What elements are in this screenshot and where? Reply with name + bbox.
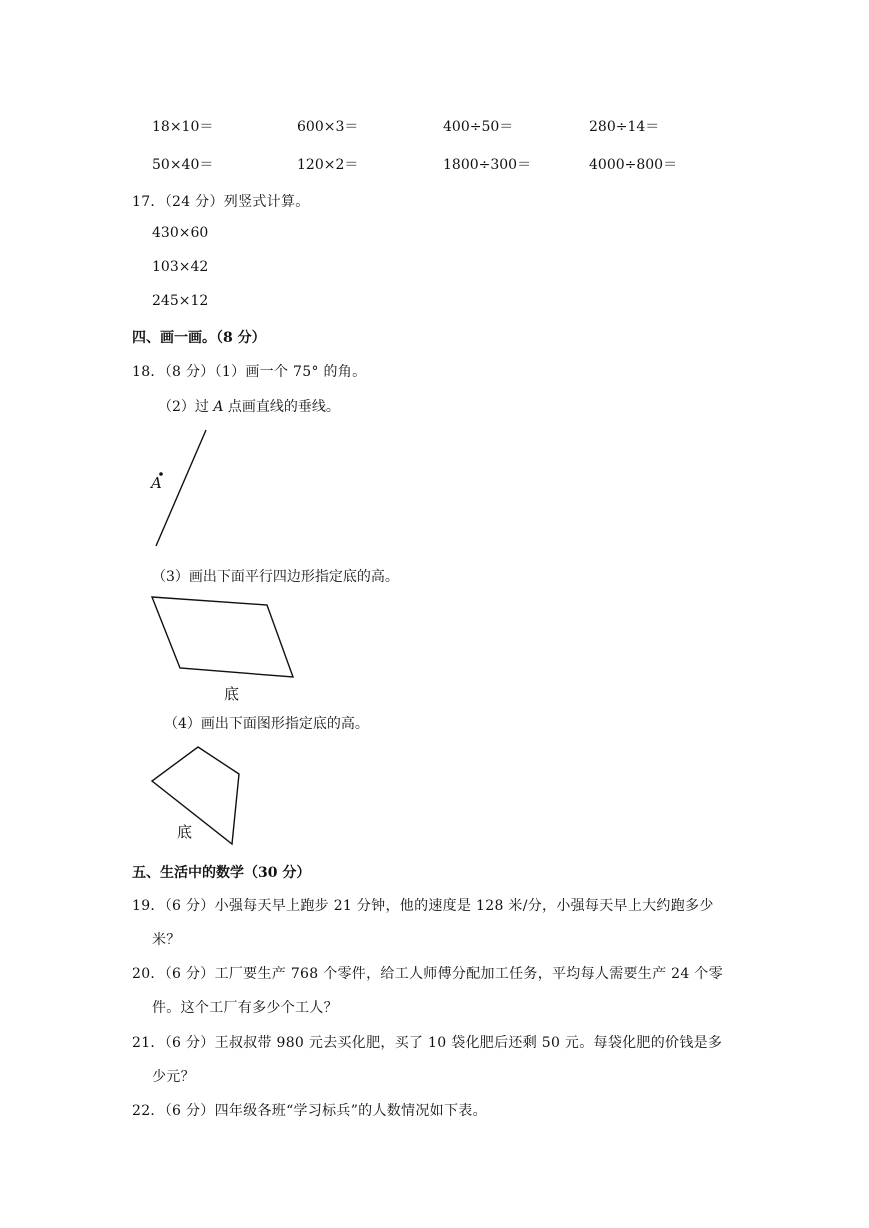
vertical-calc-item-3: 245×12	[152, 293, 209, 309]
parallelogram	[152, 597, 293, 677]
question-21-line-1: 21．（6 分）王叔叔带 980 元去买化肥，买了 10 袋化肥后还剩 50 元。每袋化肥的价钱是多	[132, 1035, 723, 1051]
point-a-ref: A	[213, 399, 224, 415]
oral-calc-8: 4000÷800＝	[589, 157, 678, 173]
quadrilateral-figure	[145, 740, 255, 850]
oral-calc-7: 1800÷300＝	[443, 157, 532, 173]
question-20-line-2: 件。这个工厂有多少个工人？	[152, 1000, 338, 1016]
question-19-line-2: 米？	[152, 932, 181, 948]
section-5-title: 五、生活中的数学（30 分）	[132, 865, 311, 881]
question-18: 18．（8 分）（1）画一个 75° 的角。	[132, 364, 367, 380]
oral-calc-2: 600×3＝	[297, 119, 359, 135]
question-19-line-1: 19．（6 分）小强每天早上跑步 21 分钟，他的速度是 128 米/分，小强每天早上大约跑多少	[132, 898, 714, 914]
oral-calc-1: 18×10＝	[152, 119, 214, 135]
question-22-line-1: 22．（6 分）四年级各班“学习标兵”的人数情况如下表。	[132, 1103, 487, 1119]
oral-calc-4: 280÷14＝	[589, 119, 660, 135]
question-17: 17．（24 分）列竖式计算。	[132, 194, 310, 210]
quadrilateral-base-label: 底	[177, 823, 193, 841]
parallelogram-figure	[145, 590, 305, 690]
quadrilateral	[152, 747, 239, 844]
vertical-calc-item-1: 430×60	[152, 225, 209, 241]
given-line	[156, 430, 206, 546]
part-2-prefix: （2）过	[158, 399, 214, 415]
oral-calc-3: 400÷50＝	[443, 119, 514, 135]
part-2-suffix: 点画直线的垂线。	[223, 399, 340, 415]
question-20-line-1: 20．（6 分）工厂要生产 768 个零件，给工人师傅分配加工任务，平均每人需要生产 24 个零	[132, 966, 723, 982]
point-a-label: A	[151, 474, 162, 492]
oral-calc-6: 120×2＝	[297, 157, 359, 173]
oral-calc-5: 50×40＝	[152, 157, 214, 173]
question-18-part-4: （4）画出下面图形指定底的高。	[164, 716, 369, 732]
section-4-title: 四、画一画。（8 分）	[132, 330, 266, 346]
vertical-calc-item-2: 103×42	[152, 259, 209, 275]
question-18-part-2	[158, 396, 340, 416]
parallelogram-base-label: 底	[224, 685, 240, 703]
question-21-line-2: 少元？	[152, 1069, 195, 1085]
question-18-part-3: （3）画出下面平行四边形指定底的高。	[152, 569, 399, 585]
